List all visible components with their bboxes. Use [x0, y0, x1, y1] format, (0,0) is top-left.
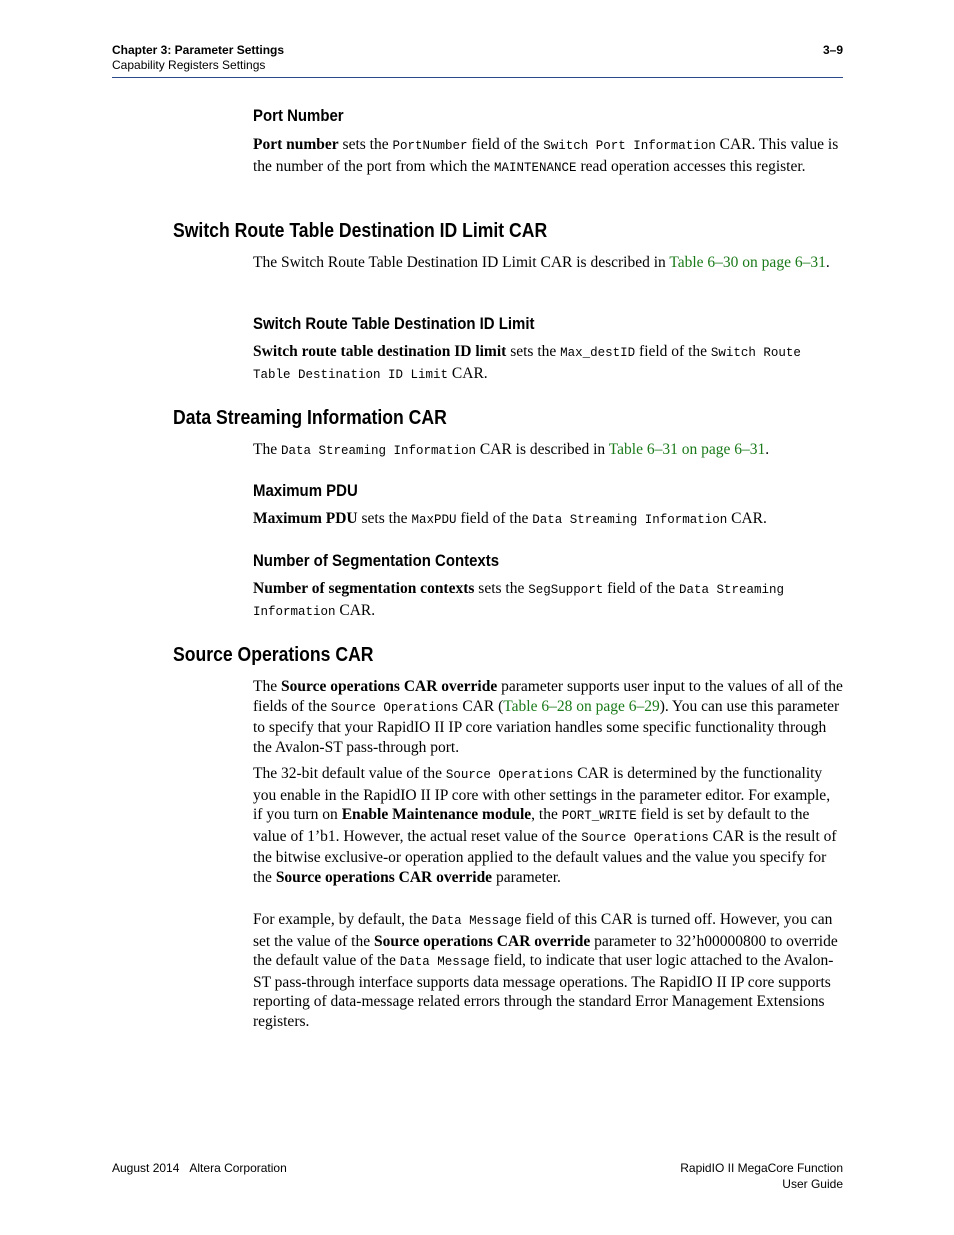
heading-port-number: Port Number — [253, 106, 344, 125]
heading-source-operations-car: Source Operations CAR — [173, 644, 374, 666]
heading-data-streaming-car: Data Streaming Information CAR — [173, 407, 447, 429]
heading-switch-route-limit: Switch Route Table Destination ID Limit — [253, 314, 535, 333]
heading-maximum-pdu: Maximum PDU — [253, 481, 358, 500]
footer-doc-type: User Guide — [782, 1177, 843, 1191]
chapter-title: Chapter 3: Parameter Settings — [112, 43, 285, 57]
footer-company: Altera Corporation — [189, 1161, 287, 1175]
link-table-6-31[interactable]: Table 6–31 on page 6–31 — [608, 441, 766, 458]
link-table-6-30[interactable]: Table 6–30 on page 6–31 — [669, 254, 826, 271]
heading-segmentation-contexts: Number of Segmentation Contexts — [253, 551, 500, 570]
paragraph-source-ops-2: The 32-bit default value of the Source Operations CAR is determined by the functionality you enable in the RapidIO II IP core with other settings in the parameter editor. For example, if you turn on Enable Maintenance module, the PORT_WRITE field is set by default to the value of 1’b1. However, the actual reset value of the Source Operations CAR is the result of the bitwise exclusive-or operation applied to the default values and the value you specify for the Source operations CAR override parameter. — [253, 765, 837, 886]
heading-switch-route-car: Switch Route Table Destination ID Limit CAR — [173, 220, 548, 242]
paragraph-port-number: Port number sets the PortNumber field of the Switch Port Information CAR. This value is the number of the port from which the MAINTENANCE read operation accesses this register. — [253, 136, 839, 175]
link-table-6-28[interactable]: Table 6–28 on page 6–29 — [503, 697, 660, 715]
footer-right — [680, 1160, 843, 1192]
header-divider — [112, 77, 843, 78]
footer-date: August 2014 — [112, 1161, 180, 1175]
paragraph-segmentation-contexts: Number of segmentation contexts sets the SegSupport field of the Data Streaming Information CAR. — [253, 580, 785, 619]
footer-left — [112, 1160, 287, 1176]
section-title: Capability Registers Settings — [112, 58, 266, 72]
paragraph-maximum-pdu: Maximum PDU sets the MaxPDU field of the Data Streaming Information CAR. — [253, 510, 767, 527]
paragraph-source-ops-1: The Source operations CAR override parameter supports user input to the values of all of the fields of the Source Operations CAR (Table 6–28 on page 6–29). You can use this parameter to specify that your RapidIO II IP core variation handles some specific functionality through the Avalon-ST pass-through port. — [253, 678, 843, 756]
footer-product: RapidIO II MegaCore Function — [680, 1161, 843, 1175]
paragraph-switch-route-limit: Switch route table destination ID limit sets the Max_destID field of the Switch Route Table Destination ID Limit CAR. — [253, 343, 801, 382]
paragraph-data-streaming-car: The Data Streaming Information CAR is described in Table 6–31 on page 6–31. — [253, 441, 770, 458]
paragraph-source-ops-3: For example, by default, the Data Message field of this CAR is turned off. However, you can set the value of the Source operations CAR override parameter to 32’h00000800 to override the default value of the Data Message field, to indicate that user logic attached to the Avalon-ST pass-through interface supports data message operations. The RapidIO II IP core supports reporting of data-message related errors through the standard Error Management Extensions registers. — [253, 911, 838, 1030]
running-header — [112, 43, 843, 73]
page-number: 3–9 — [822, 43, 843, 57]
paragraph-switch-route-car: The Switch Route Table Destination ID Limit CAR is described in Table 6–30 on page 6–31. — [253, 254, 830, 271]
